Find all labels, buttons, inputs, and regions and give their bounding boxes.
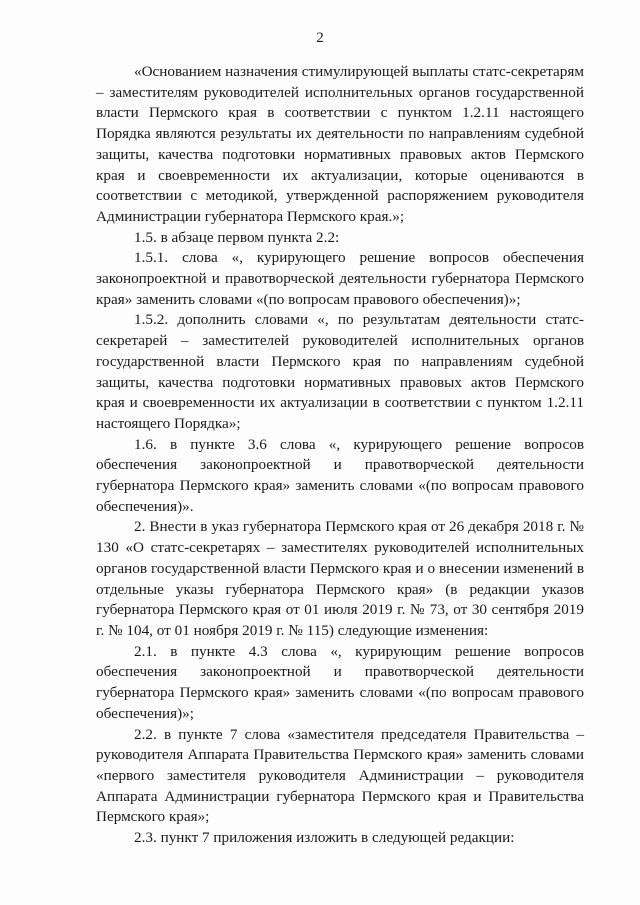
paragraph-2-3: 2.3. пункт 7 приложения изложить в следующей редакции: [134,829,515,847]
paragraph-1-5-2: 1.5.2. дополнить словами «, по результатам деятельности статс-секретарей – заместителей руководителей исполнительных органов государственной власти Пермского края по направлениям судебной защиты, качества подготовки нормативных правовых актов Пермского края и своевременности их актуализации в соответствии с пунктом 1.2.11 настоящего Порядка»; [96,311,584,432]
paragraph-2-1: 2.1. в пункте 4.3 слова «, курирующим решение вопросов обеспечения законопроектной и правотворческой деятельности губернатора Пермского края» заменить словами «(по вопросам правового обеспечения)»; [96,642,584,722]
paragraph-1-5: 1.5. в абзаце первом пункта 2.2: [134,228,340,246]
page-number: 2 [316,30,324,46]
paragraph-1-6: 1.6. в пункте 3.6 слова «, курирующего решение вопросов обеспечения законопроектной и правотворческой деятельности губернатора Пермского края» заменить словами «(по вопросам правового обеспечения)». [96,435,584,515]
paragraph-1-5-1: 1.5.1. слова «, курирующего решение вопросов обеспечения законопроектной и правотворческой деятельности губернатора Пермского края» заменить словами «(по вопросам правового обеспечения)»; [96,249,584,308]
document-body [96,62,584,849]
paragraph-basis: «Основанием назначения стимулирующей выплаты статс-секретарям – заместителям руководителей исполнительных органов государственной власти Пермского края в соответствии с пунктом 1.2.11 настоящего Порядка являются результаты их деятельности по направлениям судебной защиты, качества подготовки нормативных правовых актов Пермского края и своевременности их актуализации, которые оцениваются в соответствии с методикой, утвержденной распоряжением руководителя Администрации губернатора Пермского края.»; [96,63,584,225]
paragraph-2-2: 2.2. в пункте 7 слова «заместителя председателя Правительства – руководителя Аппарата Правительства Пермского края» заменить словами «первого заместителя руководителя Администрации – руководителя Аппарата Администрации губернатора Пермского края и Правительства Пермского края»; [96,725,584,826]
paragraph-2: 2. Внести в указ губернатора Пермского края от 26 декабря 2018 г. № 130 «О статс-секретарях – заместителях руководителей исполнительных органов государственной власти Пермского края и о внесении изменений в отдельные указы губернатора Пермского края» (в редакции указов губернатора Пермского края от 01 июля 2019 г. № 73, от 30 сентября 2019 г. № 104, от 01 ноября 2019 г. № 115) следующие изменения: [96,518,584,639]
